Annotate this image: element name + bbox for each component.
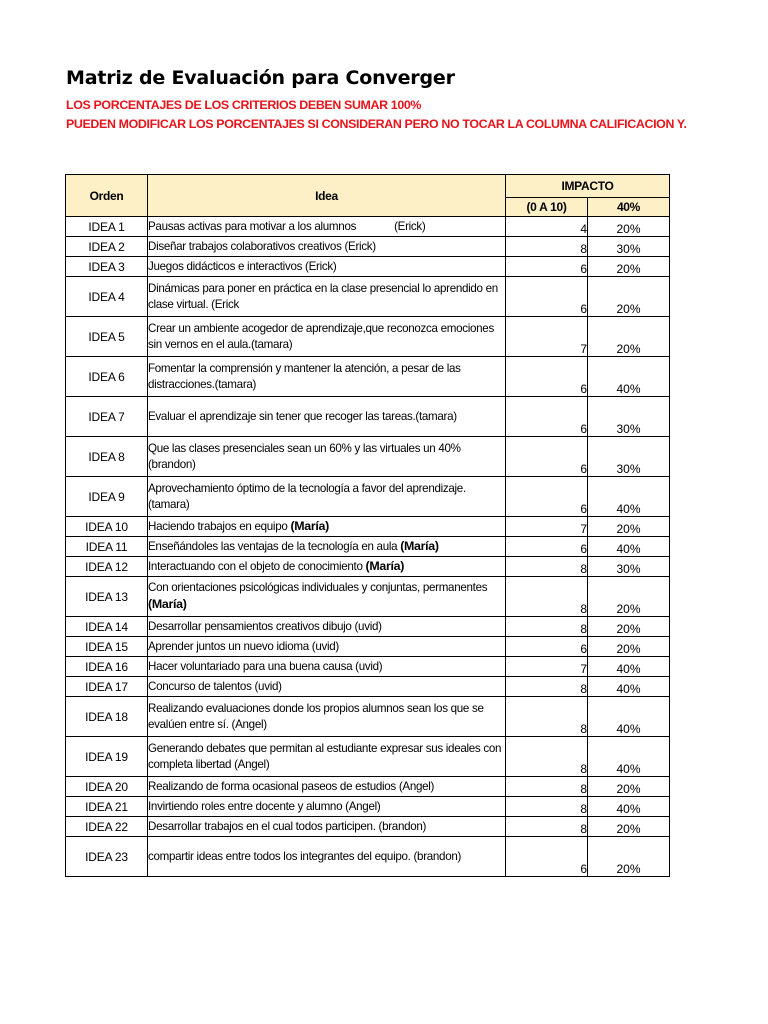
impact-score: 8 (506, 677, 588, 697)
impact-score: 6 (506, 397, 588, 437)
impact-score: 6 (506, 257, 588, 277)
impact-percent: 20% (588, 617, 670, 637)
idea-text-cell (148, 437, 506, 477)
idea-text-cell (148, 517, 506, 537)
impact-percent: 30% (588, 557, 670, 577)
idea-text: Desarrollar trabajos en el cual todos participen. (brandon) (148, 819, 427, 833)
idea-text: Realizando de forma ocasional paseos de estudios (Angel) (148, 779, 435, 793)
impact-percent: 40% (588, 677, 670, 697)
idea-text: Que las clases presenciales sean un 60% y las virtuales un 40% (brandon) (148, 441, 461, 471)
idea-text-cell (148, 817, 506, 837)
table-row (66, 557, 670, 577)
impact-percent: 20% (588, 637, 670, 657)
impact-score: 8 (506, 737, 588, 777)
idea-text: compartir ideas entre todos los integrantes del equipo. (brandon) (148, 849, 462, 863)
idea-text-cell (148, 617, 506, 637)
table-row (66, 357, 670, 397)
impact-percent: 20% (588, 277, 670, 317)
idea-author-tag: (María) (400, 539, 439, 553)
idea-number: IDEA 2 (66, 237, 148, 257)
idea-text-cell (148, 397, 506, 437)
idea-number: IDEA 21 (66, 797, 148, 817)
evaluation-matrix (65, 174, 670, 877)
idea-text: Generando debates que permitan al estudiante expresar sus ideales con completa libertad (Angel) (148, 741, 502, 771)
impact-score: 6 (506, 637, 588, 657)
impact-percent: 40% (588, 537, 670, 557)
idea-text-cell (148, 577, 506, 617)
idea-number: IDEA 10 (66, 517, 148, 537)
idea-number: IDEA 5 (66, 317, 148, 357)
idea-text-cell (148, 237, 506, 257)
idea-number: IDEA 16 (66, 657, 148, 677)
idea-number: IDEA 18 (66, 697, 148, 737)
idea-text-cell (148, 797, 506, 817)
idea-text: Aprender juntos un nuevo idioma (uvid) (148, 639, 339, 653)
idea-text: Dinámicas para poner en práctica en la clase presencial lo aprendido en clase virtual. (Erick (148, 281, 498, 311)
impact-score: 6 (506, 357, 588, 397)
table-row (66, 677, 670, 697)
table-row (66, 817, 670, 837)
idea-number: IDEA 11 (66, 537, 148, 557)
idea-text: Interactuando con el objeto de conocimiento (148, 560, 363, 573)
idea-text: Pausas activas para motivar a los alumnos (148, 219, 357, 233)
idea-text-cell (148, 317, 506, 357)
table-row (66, 517, 670, 537)
header-impacto: IMPACTO (506, 175, 670, 198)
impact-percent: 20% (588, 217, 670, 237)
impact-score: 8 (506, 557, 588, 577)
idea-text-cell (148, 697, 506, 737)
impact-percent: 30% (588, 237, 670, 257)
impact-score: 6 (506, 437, 588, 477)
table-row (66, 257, 670, 277)
idea-number: IDEA 4 (66, 277, 148, 317)
table-row (66, 697, 670, 737)
table-row (66, 237, 670, 257)
idea-author-tag: (Erick) (394, 219, 426, 233)
table-row (66, 797, 670, 817)
idea-author-tag: (María) (148, 597, 187, 611)
impact-percent: 20% (588, 517, 670, 537)
impact-percent: 20% (588, 817, 670, 837)
idea-number: IDEA 17 (66, 677, 148, 697)
instruction-note: PUEDEN MODIFICAR LOS PORCENTAJES SI CONSIDERAN PERO NO TOCAR LA COLUMNA CALIFICACION Y. (66, 117, 687, 131)
idea-text-cell (148, 217, 506, 237)
impact-percent: 40% (588, 797, 670, 817)
header-range: (0 A 10) (506, 198, 588, 217)
idea-text-cell (148, 537, 506, 557)
idea-text: Crear un ambiente acogedor de aprendizaje,que reconozca emociones sin vernos en el aula.(tamara) (148, 321, 494, 351)
impact-percent: 20% (588, 577, 670, 617)
idea-text-cell (148, 637, 506, 657)
idea-text-cell (148, 837, 506, 877)
table-row (66, 317, 670, 357)
idea-text-cell (148, 477, 506, 517)
idea-text-cell (148, 357, 506, 397)
idea-text: Hacer voluntariado para una buena causa (uvid) (148, 659, 383, 673)
idea-text-cell (148, 277, 506, 317)
table-row (66, 777, 670, 797)
idea-number: IDEA 9 (66, 477, 148, 517)
idea-number: IDEA 7 (66, 397, 148, 437)
impact-percent: 40% (588, 737, 670, 777)
idea-text: Haciendo trabajos en equipo (148, 520, 288, 533)
idea-text-cell (148, 257, 506, 277)
header-weight: 40% (588, 198, 670, 217)
idea-number: IDEA 15 (66, 637, 148, 657)
impact-percent: 30% (588, 397, 670, 437)
idea-number: IDEA 19 (66, 737, 148, 777)
impact-percent: 20% (588, 317, 670, 357)
impact-score: 8 (506, 817, 588, 837)
table-row (66, 617, 670, 637)
impact-score: 8 (506, 237, 588, 257)
instruction-note: LOS PORCENTAJES DE LOS CRITERIOS DEBEN SUMAR 100% (66, 98, 422, 112)
idea-number: IDEA 3 (66, 257, 148, 277)
idea-text-cell (148, 737, 506, 777)
header-idea: Idea (148, 175, 506, 217)
idea-number: IDEA 6 (66, 357, 148, 397)
impact-score: 6 (506, 837, 588, 877)
idea-text: Diseñar trabajos colaborativos creativos (Erick) (148, 239, 376, 253)
idea-number: IDEA 13 (66, 577, 148, 617)
idea-text: Invirtiendo roles entre docente y alumno (Angel) (148, 799, 381, 813)
idea-text: Enseñándoles las ventajas de la tecnología en aula (148, 540, 398, 553)
table-row (66, 657, 670, 677)
idea-author-tag: (María) (290, 519, 329, 533)
impact-score: 4 (506, 217, 588, 237)
idea-text-cell (148, 557, 506, 577)
impact-score: 6 (506, 477, 588, 517)
table-row (66, 277, 670, 317)
impact-score: 7 (506, 657, 588, 677)
impact-percent: 40% (588, 657, 670, 677)
idea-text-cell (148, 677, 506, 697)
idea-text: Concurso de talentos (uvid) (148, 679, 282, 693)
idea-number: IDEA 14 (66, 617, 148, 637)
idea-text-cell (148, 657, 506, 677)
idea-number: IDEA 20 (66, 777, 148, 797)
idea-number: IDEA 8 (66, 437, 148, 477)
impact-percent: 20% (588, 837, 670, 877)
impact-score: 6 (506, 537, 588, 557)
impact-percent: 40% (588, 697, 670, 737)
impact-score: 7 (506, 517, 588, 537)
idea-text: Desarrollar pensamientos creativos dibujo (uvid) (148, 619, 382, 633)
impact-score: 8 (506, 617, 588, 637)
page-title: Matriz de Evaluación para Converger (66, 67, 455, 89)
table-row (66, 437, 670, 477)
idea-text: Con orientaciones psicológicas individuales y conjuntas, permanentes (148, 581, 488, 594)
impact-percent: 20% (588, 777, 670, 797)
idea-number: IDEA 1 (66, 217, 148, 237)
table-row (66, 537, 670, 557)
impact-score: 8 (506, 577, 588, 617)
impact-score: 6 (506, 277, 588, 317)
impact-score: 8 (506, 697, 588, 737)
matrix-body (66, 217, 670, 877)
idea-author-tag: (María) (365, 559, 405, 573)
table-row (66, 217, 670, 237)
impact-score: 8 (506, 797, 588, 817)
impact-percent: 40% (588, 477, 670, 517)
impact-score: 7 (506, 317, 588, 357)
idea-text: Fomentar la comprensión y mantener la atención, a pesar de las distracciones.(tamara) (148, 361, 461, 391)
table-row (66, 637, 670, 657)
impact-percent: 30% (588, 437, 670, 477)
impact-percent: 40% (588, 357, 670, 397)
impact-score: 8 (506, 777, 588, 797)
table-row (66, 577, 670, 617)
impact-percent: 20% (588, 257, 670, 277)
idea-text: Aprovechamiento óptimo de la tecnología a favor del aprendizaje. (tamara) (148, 481, 466, 511)
idea-number: IDEA 22 (66, 817, 148, 837)
table-row (66, 837, 670, 877)
idea-text: Realizando evaluaciones donde los propios alumnos sean los que se evalúen entre sí. (Angel) (148, 701, 484, 731)
idea-text: Evaluar el aprendizaje sin tener que recoger las tareas.(tamara) (148, 409, 457, 423)
idea-number: IDEA 23 (66, 837, 148, 877)
table-row (66, 397, 670, 437)
table-row (66, 737, 670, 777)
table-row (66, 477, 670, 517)
header-orden: Orden (66, 175, 148, 217)
idea-number: IDEA 12 (66, 557, 148, 577)
idea-text: Juegos didácticos e interactivos (Erick) (148, 259, 337, 273)
idea-text-cell (148, 777, 506, 797)
